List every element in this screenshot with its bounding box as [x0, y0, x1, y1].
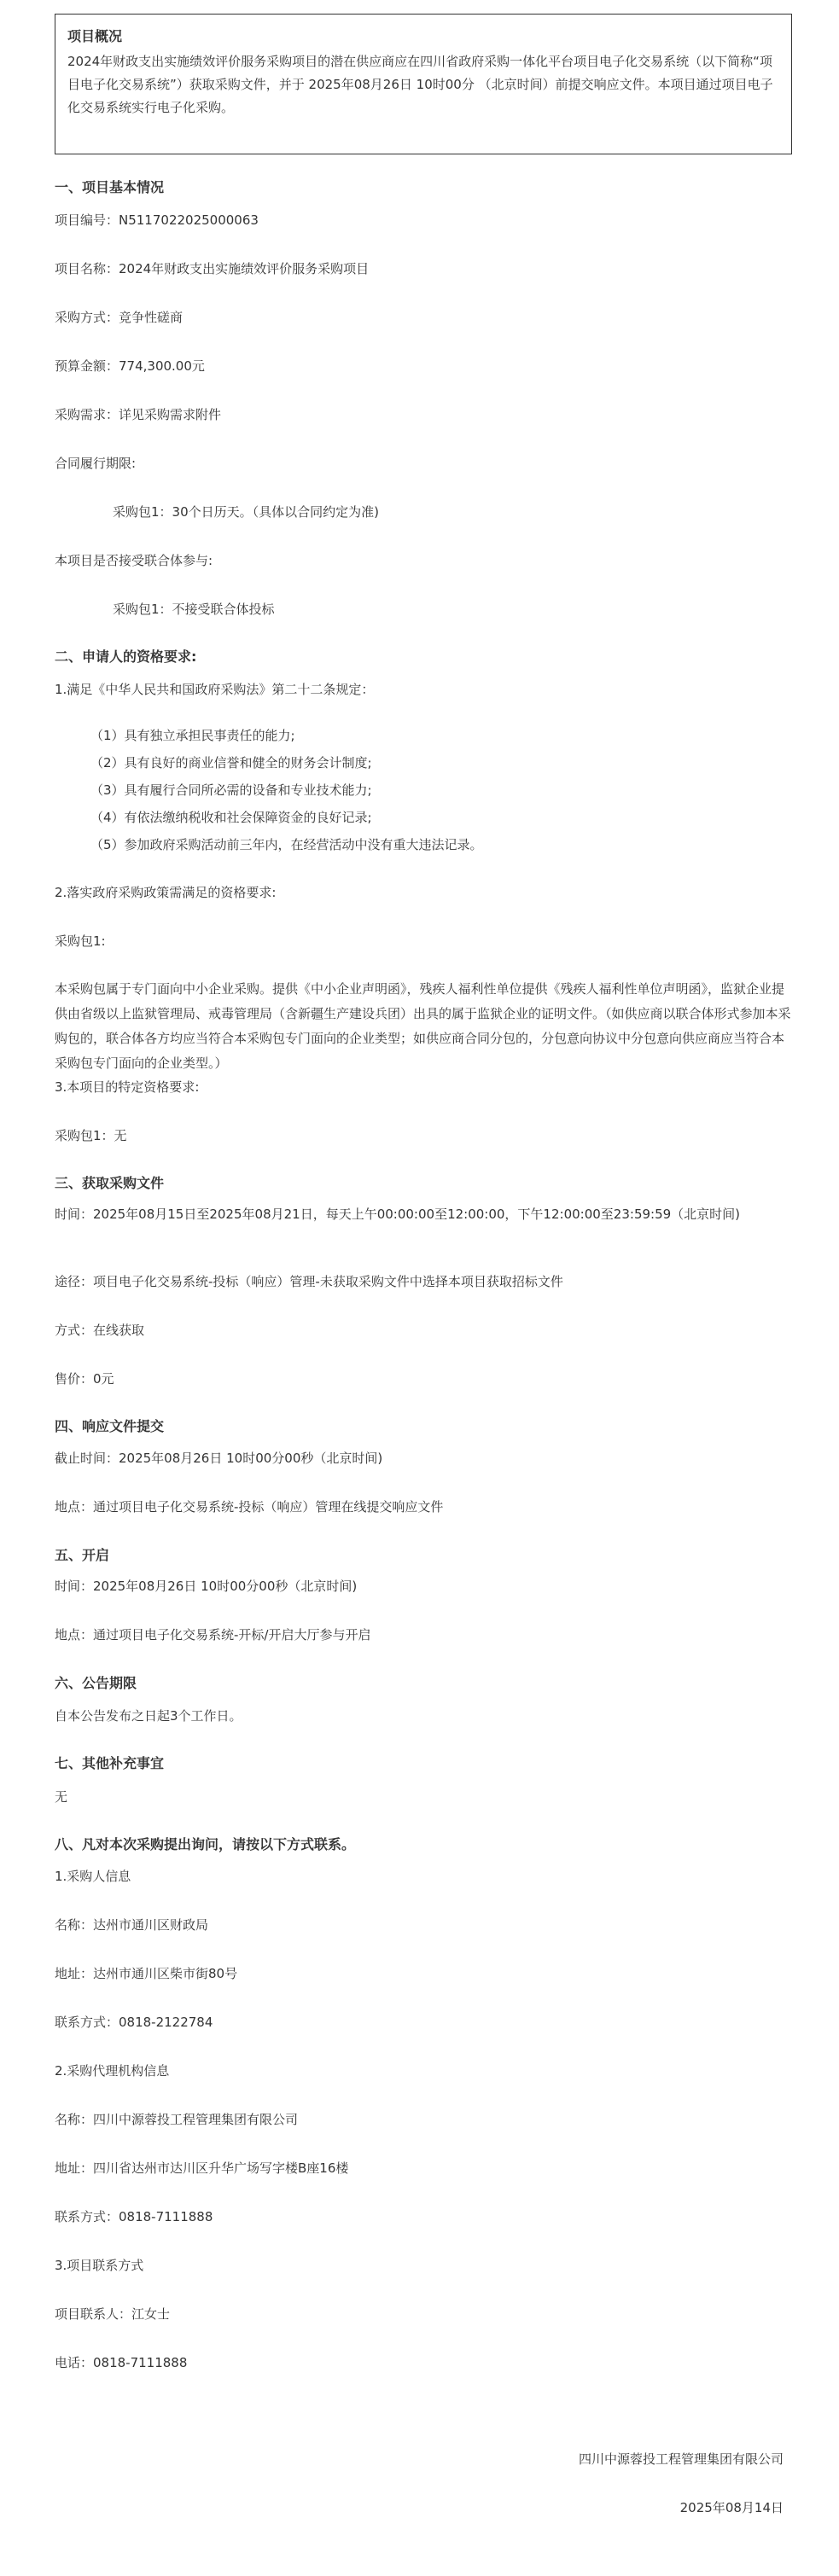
special-requirement-package: 采购包1：无	[55, 1128, 127, 1143]
contract-term-package: 采购包1：30个日历天。（具体以合同约定为准)	[113, 504, 379, 520]
opening-place: 地点：通过项目电子化交易系统-开标/开启大厅参与开启	[55, 1627, 371, 1643]
section-heading-other-matters: 七、其他补充事宜	[55, 1755, 165, 1771]
agent-phone: 联系方式：0818-7111888	[55, 2209, 213, 2224]
agent-info-title: 2.采购代理机构信息	[55, 2063, 170, 2079]
section-heading-basic-info: 一、项目基本情况	[55, 179, 165, 195]
agent-address: 地址：四川省达州市达川区升华广场写字楼B座16楼	[55, 2160, 349, 2176]
buyer-info-title: 1.采购人信息	[55, 1869, 131, 1884]
buyer-phone: 联系方式：0818-2122784	[55, 2015, 213, 2030]
policy-requirement: 2.落实政府采购政策需满足的资格要求:	[55, 885, 277, 900]
contact-person: 项目联系人：江女士	[55, 2306, 171, 2322]
law-requirement: 1.满足《中华人民共和国政府采购法》第二十二条规定：	[55, 682, 375, 697]
other-matters-text: 无	[55, 1789, 68, 1805]
qualification-item: （3）具有履行合同所必需的设备和专业技术能力;	[90, 782, 372, 798]
submission-deadline: 截止时间：2025年08月26日 10时00分00秒（北京时间)	[55, 1451, 383, 1466]
special-requirement: 3.本项目的特定资格要求:	[55, 1079, 200, 1095]
get-documents-mode: 方式：在线获取	[55, 1323, 145, 1338]
section-heading-get-documents: 三、获取采购文件	[55, 1175, 165, 1191]
opening-time: 时间：2025年08月26日 10时00分00秒（北京时间)	[55, 1579, 358, 1594]
budget-amount: 预算金额：774,300.00元	[55, 358, 205, 374]
overview-title: 项目概况	[67, 28, 123, 44]
document-price: 售价：0元	[55, 1371, 114, 1387]
policy-package-label: 采购包1:	[55, 933, 106, 949]
get-documents-way: 途径：项目电子化交易系统-投标（响应）管理-未获取采购文件中选择本项目获取招标文件	[55, 1274, 563, 1289]
contact-phone: 电话：0818-7111888	[55, 2355, 188, 2370]
agent-name: 名称：四川中源蓉投工程管理集团有限公司	[55, 2112, 299, 2127]
qualification-item: （1）具有独立承担民事责任的能力;	[90, 728, 295, 743]
section-heading-opening: 五、开启	[55, 1547, 110, 1563]
section-heading-submission: 四、响应文件提交	[55, 1418, 165, 1434]
procurement-method: 采购方式：竞争性磋商	[55, 310, 184, 325]
overview-text: 2024年财政支出实施绩效评价服务采购项目的潜在供应商应在四川省政府采购一体化平台项目电子化交易系统（以下简称“项目电子化交易系统”）获取采购文件，并于 2025年08月26日 10时00分 （北京时间）前提交响应文件。本项目通过项目电子化交易系统实行电子化采购。	[67, 54, 773, 115]
procurement-need: 采购需求：详见采购需求附件	[55, 407, 222, 422]
contract-term-label: 合同履行期限:	[55, 456, 137, 471]
policy-text: 本采购包属于专门面向中小企业采购。提供《中小企业声明函》，残疾人福利性单位提供《残疾人福利性单位声明函》，监狱企业提供由省级以上监狱管理局、戒毒管理局（含新疆生产建设兵团）出具的属于监狱企业的证明文件。（如供应商以联合体形式参加本采购包的，联合体各方均应当符合本采购包专门面向的企业类型；如供应商合同分包的，分包意向协议中分包意向供应商应当符合本采购包专门面向的企业类型。）	[55, 981, 791, 1071]
qualification-item: （2）具有良好的商业信誉和健全的财务会计制度;	[90, 755, 372, 770]
project-name: 项目名称：2024年财政支出实施绩效评价服务采购项目	[55, 261, 370, 276]
project-code: 项目编号：N5117022025000063	[55, 212, 259, 228]
section-heading-contacts: 八、凡对本次采购提出询问，请按以下方式联系。	[55, 1836, 356, 1852]
section-heading-notice-period: 六、公告期限	[55, 1675, 137, 1691]
consortium-package: 采购包1：不接受联合体投标	[113, 602, 275, 617]
qualification-item: （4）有依法缴纳税收和社会保障资金的良好记录;	[90, 810, 372, 825]
buyer-address: 地址：达州市通川区柴市街80号	[55, 1966, 238, 1981]
buyer-name: 名称：达州市通川区财政局	[55, 1917, 209, 1933]
notice-period-text: 自本公告发布之日起3个工作日。	[55, 1708, 242, 1724]
footer-date: 2025年08月14日	[679, 2500, 784, 2515]
section-heading-qualification: 二、申请人的资格要求:	[55, 648, 197, 665]
qualification-item: （5）参加政府采购活动前三年内，在经营活动中没有重大违法记录。	[90, 837, 483, 852]
get-documents-time: 时间：2025年08月15日至2025年08月21日，每天上午00:00:00至12:00:00，下午12:00:00至23:59:59（北京时间)	[55, 1207, 741, 1222]
consortium-label: 本项目是否接受联合体参与:	[55, 553, 213, 568]
footer-company: 四川中源蓉投工程管理集团有限公司	[578, 2451, 784, 2467]
contact-info-title: 3.项目联系方式	[55, 2258, 144, 2273]
submission-place: 地点：通过项目电子化交易系统-投标（响应）管理在线提交响应文件	[55, 1499, 444, 1515]
